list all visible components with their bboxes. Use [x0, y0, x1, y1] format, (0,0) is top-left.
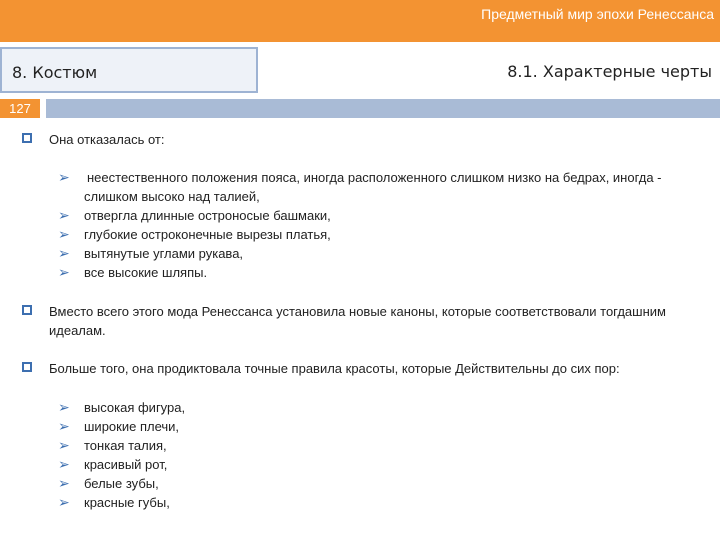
list-item: [58, 263, 698, 282]
section-label: 8. Костюм: [12, 63, 98, 82]
list-item: [58, 225, 698, 244]
list-item: [58, 168, 698, 206]
list-item-text: все высокие шляпы.: [84, 265, 208, 280]
list-item: [58, 493, 698, 512]
list-item-text: тонкая талия,: [84, 438, 167, 453]
header-bar: [0, 0, 720, 42]
arrow-bullet-icon: ➢: [58, 399, 70, 415]
arrow-bullet-icon: ➢: [58, 418, 70, 434]
list-item: [58, 244, 698, 263]
arrow-bullet-icon: ➢: [58, 226, 70, 242]
list-item: [58, 206, 698, 225]
square-bullet-icon: [22, 362, 32, 372]
arrow-bullet-icon: ➢: [58, 494, 70, 510]
list-item: [58, 436, 698, 455]
list-item-text: отвергла длинные остроносые башмаки,: [84, 208, 331, 223]
list-item: [58, 398, 698, 417]
list-item-text: широкие плечи,: [84, 419, 180, 434]
list-item-text: глубокие остроконечные вырезы платья,: [84, 227, 331, 242]
list-item: [58, 455, 698, 474]
square-bullet-icon: [22, 133, 32, 143]
arrow-bullet-icon: ➢: [58, 169, 70, 185]
arrow-bullet-icon: ➢: [58, 264, 70, 280]
question-item: [22, 130, 712, 149]
list-item-text: неестественного положения пояса, иногда расположенного слишком низко на бедрах, иногда - слишком высоко над талией,: [84, 170, 662, 204]
paragraph-text: Больше того, она продиктовала точные правила красоты, которые Действительны до сих пор:: [49, 361, 620, 376]
arrow-bullet-icon: ➢: [58, 437, 70, 453]
presentation-title: Предметный мир эпохи Ренессанса: [481, 6, 714, 22]
paragraph-text: Она отказалась от:: [49, 132, 165, 147]
list-item-text: красные губы,: [84, 495, 170, 510]
slide-number: 127: [0, 99, 40, 118]
square-bullet-icon: [22, 305, 32, 315]
arrow-bullet-icon: ➢: [58, 475, 70, 491]
divider-bar: [46, 99, 720, 118]
arrow-bullet-icon: ➢: [58, 456, 70, 472]
question-item: [22, 359, 712, 378]
arrow-bullet-icon: ➢: [58, 245, 70, 261]
question-item: [22, 302, 712, 340]
list-item-text: высокая фигура,: [84, 400, 186, 415]
paragraph-text: Вместо всего этого мода Ренессанса установила новые каноны, которые соответствовали тогдашним идеалам.: [49, 304, 666, 338]
list-item: [58, 417, 698, 436]
list-item: [58, 474, 698, 493]
section-label-box: [0, 47, 258, 93]
list-item-text: белые зубы,: [84, 476, 159, 491]
arrow-bullet-icon: ➢: [58, 207, 70, 223]
list-item-text: красивый рот,: [84, 457, 168, 472]
list-item-text: вытянутые углами рукава,: [84, 246, 244, 261]
subsection-title: 8.1. Характерные черты: [507, 62, 712, 81]
